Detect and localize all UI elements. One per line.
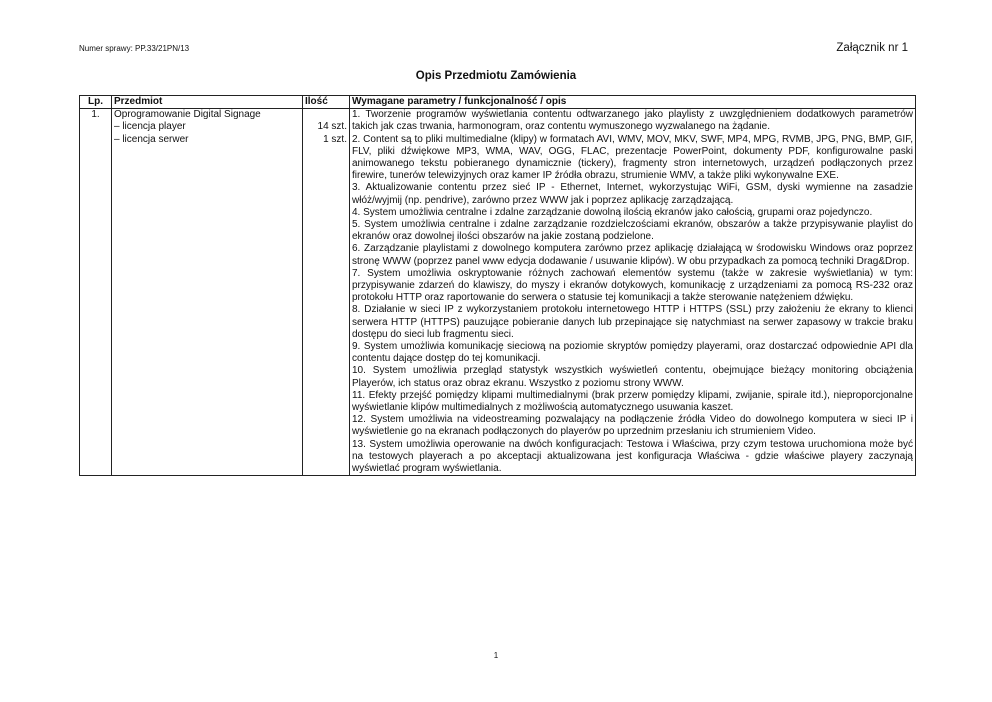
requirement-item: 8. Działanie w sieci IP z wykorzystaniem protokołu internetowego HTTP i HTTPS (SSL) przy założeniu że ekrany to klienci serwera HTTP (HTTPS) pauzujące pobieranie danych lub przepinające się natychmiast na serwer zapasowy w trakcie braku dostępu do sieci lub fragmentu sieci. xyxy=(352,304,913,340)
row-subject xyxy=(112,109,303,476)
requirement-item: 6. Zarządzanie playlistami z dowolnego komputera zarówno przez aplikację działającą w środowisku Windows oraz poprzez stronę WWW (poprzez panel www edycja dodawanie / usuwanie klipów). W obu przypadkach za pomocą techniki Drag&Drop. xyxy=(352,243,913,267)
case-number: Numer sprawy: PP.33/21PN/13 xyxy=(79,44,190,53)
quantity-player: 14 szt. xyxy=(317,121,347,133)
requirement-item: 7. System umożliwia oskryptowanie różnych zachowań elementów systemu (także w zakresie wyświetlania) w tym: przypisywanie zdarzeń do klawiszy, do myszy i ekranów dotykowych, komunikację z urządzeniami za pomocą RS-232 oraz protokołu HTTP oraz raportowanie do serwera o statusie tej komunikacji a także sterowanie natężeniem dźwięku. xyxy=(352,267,913,304)
requirement-item: 12. System umożliwia na videostreaming pozwalający na podłączenie źródła Video do dowolnego komputera w sieci IP i wyświetlenie go na ekranach podłączonych do playerów po uprzednim przesłaniu ich strumieniem Video. xyxy=(352,414,913,438)
quantity-blank xyxy=(305,109,347,121)
row-lp: 1. xyxy=(80,109,112,476)
subject-server-license: – licencja serwer xyxy=(114,133,189,145)
quantity-server: 1 szt. xyxy=(323,133,347,145)
header-subject: Przedmiot xyxy=(112,96,303,109)
subject-player-license: – licencja player xyxy=(114,121,186,133)
page-number: 1 xyxy=(493,651,499,660)
table-row xyxy=(80,109,916,476)
requirement-item: 1. Tworzenie programów wyświetlania contentu odtwarzanego jako playlisty z uwzględnieniem dodatkowych parametrów takich jak czas trwania, harmonogram, oraz contentu wymuszonego wyzwalanego na żądanie. xyxy=(352,109,913,133)
specification-table xyxy=(79,95,916,476)
subject-name: Oprogramowanie Digital Signage xyxy=(114,109,261,121)
document-title: Opis Przedmiotu Zamówienia xyxy=(415,70,577,82)
requirement-item: 10. System umożliwia przegląd statystyk wszystkich wyświetleń contentu, obejmujące bieżący monitoring obciążenia Playerów, ich status oraz obraz ekranu. Wszystko z poziomu strony WWW. xyxy=(352,365,913,389)
table-header-row xyxy=(80,96,916,109)
requirement-item: 3. Aktualizowanie contentu przez sieć IP - Ethernet, Internet, wykorzystując WiFi, GSM, dyski wymienne na zasadzie włóż/wyjmij (np. pendrive), zarówno przez WWW jak i poprzez aplikację zarządzającą. xyxy=(352,182,913,206)
requirement-item: 11. Efekty przejść pomiędzy klipami multimedialnymi (brak przerw pomiędzy klipami, zwijanie, spirale itd.), nieproporcjonalne wyświetlanie klipów multimedialnych z możliwością automatycznego usuwania kaszet. xyxy=(352,389,913,414)
header-requirements: Wymagane parametry / funkcjonalność / opis xyxy=(350,96,916,109)
requirement-item: 13. System umożliwia operowanie na dwóch konfiguracjach: Testowa i Właściwa, przy czym testowa uruchomiona może być na testowych playerach a po akceptacji aktualizowana jest konfiguracja Właściwa - gdzie właściwe playery zaczynają wyświetlać program wyświetlania. xyxy=(352,438,913,475)
attachment-label: Załącznik nr 1 xyxy=(836,42,908,54)
header-quantity: Ilość xyxy=(303,96,350,109)
header-lp: Lp. xyxy=(80,96,112,109)
row-quantity xyxy=(303,109,350,476)
row-requirements xyxy=(350,109,916,476)
requirement-item: 4. System umożliwia centralne i zdalne zarządzanie dowolną ilością ekranów jako całością, grupami oraz pojedynczo. xyxy=(352,206,873,218)
requirement-item: 9. System umożliwia komunikację sieciową na poziomie skryptów pomiędzy playerami, oraz dostarczać odpowiednie API dla contentu dające dostęp do tej komunikacji. xyxy=(352,341,913,365)
requirement-item: 2. Content są to pliki multimedialne (klipy) w formatach AVI, WMV, MOV, MKV, SWF, MP4, MPG, RVMB, JPG, PNG, BMP, GIF, FLV, pliki dźwiękowe MP3, WMA, WAV, OGG, FLAC, prezentacje PowerPoint, dokumenty PDF, konfigurowalne paski animowanego tekstu pobieranego dynamicznie (tickery), fragmenty stron internetowych, urządzeń podłączonych przez firewire, tunerów telewizyjnych oraz kamer IP źródła obrazu, strumienie WMV, a także pliki wykonywalne EXE. xyxy=(352,133,913,182)
requirement-item: 5. System umożliwia centralne i zdalne zarządzanie rozdzielczościami ekranów, obszarów a także przypisywanie playlist do ekranów oraz dowolnej ilości obszarów na jakie zostaną podzielone. xyxy=(352,219,913,243)
